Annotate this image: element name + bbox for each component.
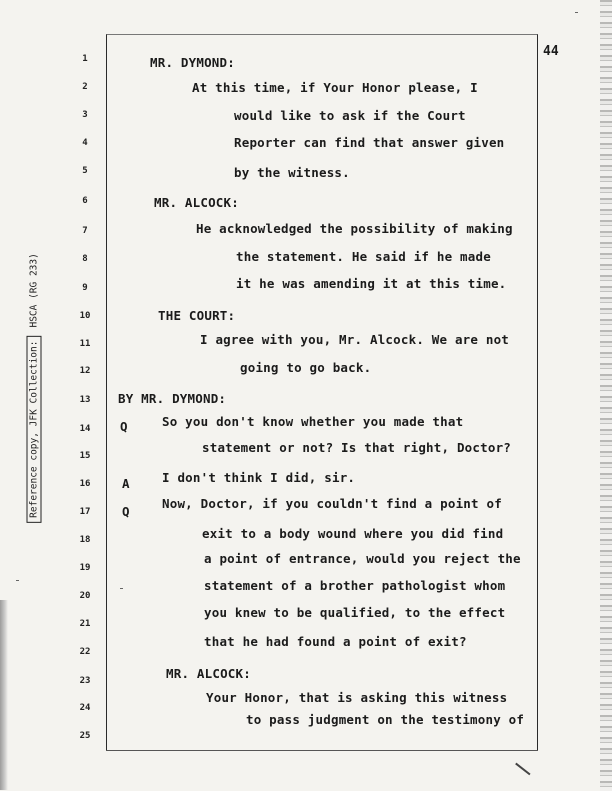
line-number: 8 [82,254,88,264]
transcript-line: to pass judgment on the testimony of [246,712,525,727]
line-number: 18 [79,535,91,545]
line-number: 10 [79,311,91,321]
transcript-line: Now, Doctor, if you couldn't find a point of [162,496,502,511]
transcript-line: the statement. He said if he made [236,249,491,264]
line-number: 14 [79,424,91,434]
line-number: 6 [82,196,88,206]
transcript-line: MR. DYMOND: [150,55,235,70]
line-number: 2 [82,82,88,92]
transcript-line: a point of entrance, would you reject the [204,551,521,566]
line-number: 17 [79,507,91,517]
answer-marker: A [122,476,130,491]
line-number: 20 [79,591,91,601]
scan-speck [575,12,578,13]
transcript-line: you knew to be qualified, to the effect [204,605,506,620]
line-number: 9 [82,283,88,293]
transcript-line: it he was amending it at this time. [236,276,507,291]
line-number: 13 [79,395,91,405]
line-number: 12 [79,366,91,376]
line-number: 1 [82,54,88,64]
scan-speck [120,588,123,589]
reference-stamp [27,253,42,523]
transcript-line: So you don't know whether you made that [162,414,464,429]
transcript-line: would like to ask if the Court [234,108,466,123]
line-number: 23 [79,676,91,686]
transcript-line: Reporter can find that answer given [234,135,505,150]
transcript-line: BY MR. DYMOND: [118,391,227,406]
page-number: 44 [543,44,559,59]
transcript-line: He acknowledged the possibility of making [196,221,513,236]
line-number: 16 [79,479,91,489]
line-number: 19 [79,563,91,573]
scan-edge-right [600,0,612,791]
transcript-line: Your Honor, that is asking this witness [206,690,508,705]
line-number: 5 [82,166,88,176]
line-number: 21 [79,619,91,629]
transcript-line: statement of a brother pathologist whom [204,578,506,593]
line-number: 25 [79,731,91,741]
transcript-line: I don't think I did, sir. [162,470,356,485]
transcript-line: that he had found a point of exit? [204,634,467,649]
stamp-boxed-text: Reference copy, JFK Collection: [27,336,42,523]
question-marker: Q [122,504,130,519]
transcript-line: THE COURT: [158,308,236,323]
stamp-collection-text: HSCA (RG 233) [28,253,40,328]
scan-speck [16,580,19,581]
line-number: 22 [79,647,91,657]
transcript-line: exit to a body wound where you did find [202,526,504,541]
line-number: 11 [79,339,91,349]
transcript-line: by the witness. [234,165,350,180]
transcript-line: MR. ALCOCK: [154,195,239,210]
scan-edge-left [0,600,8,790]
transcript-line: I agree with you, Mr. Alcock. We are not [200,332,510,347]
transcript-line: statement or not? Is that right, Doctor? [202,440,512,455]
question-marker: Q [120,419,128,434]
transcript-line: going to go back. [240,360,372,375]
transcript-line: MR. ALCOCK: [166,666,251,681]
bottom-rule [106,750,538,751]
line-number: 24 [79,703,91,713]
line-number: 15 [79,451,91,461]
line-number: 3 [82,110,88,120]
pen-mark [515,763,530,775]
line-number: 7 [82,226,88,236]
transcript-line: At this time, if Your Honor please, I [192,80,478,95]
line-number: 4 [82,138,88,148]
